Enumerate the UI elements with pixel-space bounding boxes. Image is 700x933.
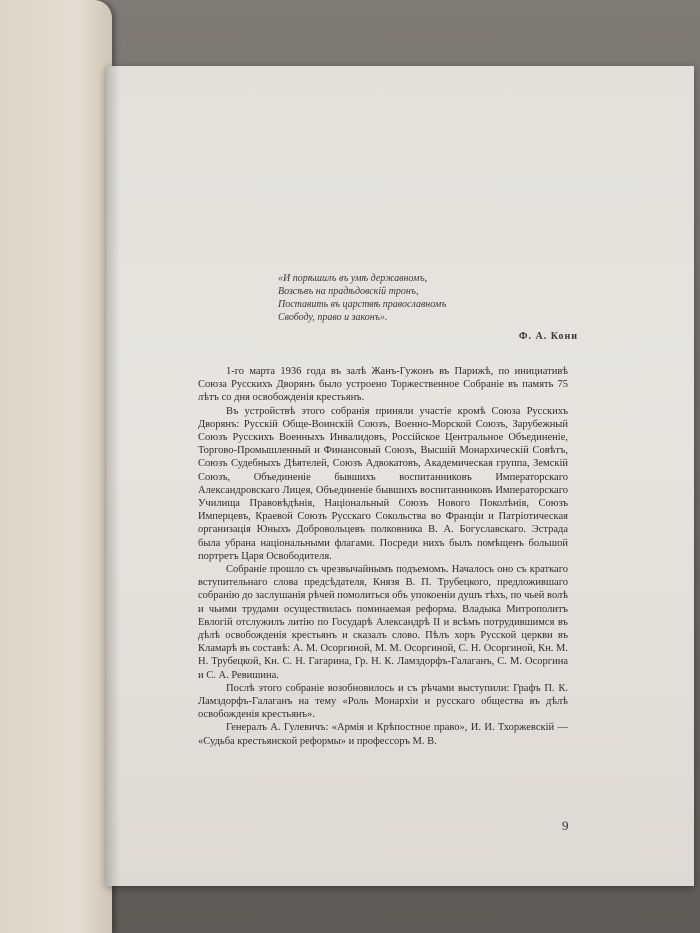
epigraph-line: Возсѣвъ на прадѣдовскій тронъ,	[278, 286, 419, 297]
paragraph: Послѣ этого собраніе возобновилось и съ рѣчами выступили: Графъ П. К. Ламздорфъ-Галаганъ на тему «Роль Монархіи и русскаго общества въ дѣлѣ освобожденія крестьянъ».	[198, 682, 568, 721]
epigraph-line: «И порѣшилъ въ умѣ державномъ,	[278, 273, 428, 284]
epigraph	[278, 272, 578, 343]
paragraph: Въ устройствѣ этого собранія приняли участіе кромѣ Союза Русскихъ Дворянъ: Русскій Обще-Воинскій Союзъ, Военно-Морской Союзъ, Зарубежный Союзъ Русскихъ Военныхъ Инвалидовъ, Россійское Центральное Объединеніе, Торгово-Промышленный и Финансовый Союзъ, Высшій Монархическій Совѣтъ, Союзъ Судебныхъ Дѣятелей, Союзъ Адвокатовъ, Академическая группа, Земскій Союзъ, Объединеніе бывшихъ воспитанниковъ Императорскаго Александровскаго Лицея, Объединеніе бывшихъ воспитанниковъ Императорскаго Училища Правовѣдѣнія, Національный Союзъ Нового Поколѣнія, Союзъ Имперцевъ, Краевой Союзъ Русскаго Сокольства во Франціи и Патріотическая организація Юныхъ Добровольцевъ полковника В. А. Богуславскаго. Эстрада была убрана національными флагами. Посреди нихъ былъ помѣщенъ большой портретъ Царя Освободителя.	[198, 405, 568, 562]
left-page-edge	[0, 0, 112, 933]
page-gutter-shadow	[106, 66, 120, 886]
paragraph: Генералъ А. Гулевичъ: «Армія и Крѣпостное право», И. И. Тхоржевскій — «Судьба крестьянской реформы» и профессоръ М. В.	[198, 722, 568, 747]
paragraph: Собраніе прошло съ чрезвычайнымъ подъемомъ. Началось оно съ краткаго вступительнаго слова предсѣдателя, Князя В. П. Трубецкого, предложившаго собранію до заслушанія рѣчей помолиться объ упокоеніи душъ тѣхъ, по чьей волѣ и чьими трудами осуществилась поминаемая реформа. Владыка Митрополитъ Евлогій отслужилъ литію по Государѣ Александрѣ II и всѣмъ потрудившимся въ дѣлѣ освобожденія крестьянъ и сказалъ слово. Пѣлъ хоръ Русской церкви въ Кламарѣ въ составѣ: А. М. Осоргиной, М. М. Осоргиной, С. Н. Осоргиной, Кн. М. Н. Трубецкой, Кн. С. Н. Гагарина, Гр. Н. К. Ламздорфъ-Галаганъ, С. М. Осоргина и С. А. Ревишина.	[198, 564, 568, 681]
page-number: 9	[562, 818, 569, 833]
body-text	[198, 365, 568, 748]
epigraph-line: Поставить въ царствѣ православномъ	[278, 299, 447, 310]
epigraph-line: Свободу, право и законъ».	[278, 312, 388, 323]
paragraph: 1-го марта 1936 года въ залѣ Жанъ-Гужонъ въ Парижѣ, по инициативѣ Союза Русскихъ Дворянъ было устроено Торжественное Собраніе въ память 75 лѣтъ со дня освобожденія крестьянъ.	[198, 366, 568, 404]
epigraph-author: Ф. А. Кони	[518, 331, 578, 342]
